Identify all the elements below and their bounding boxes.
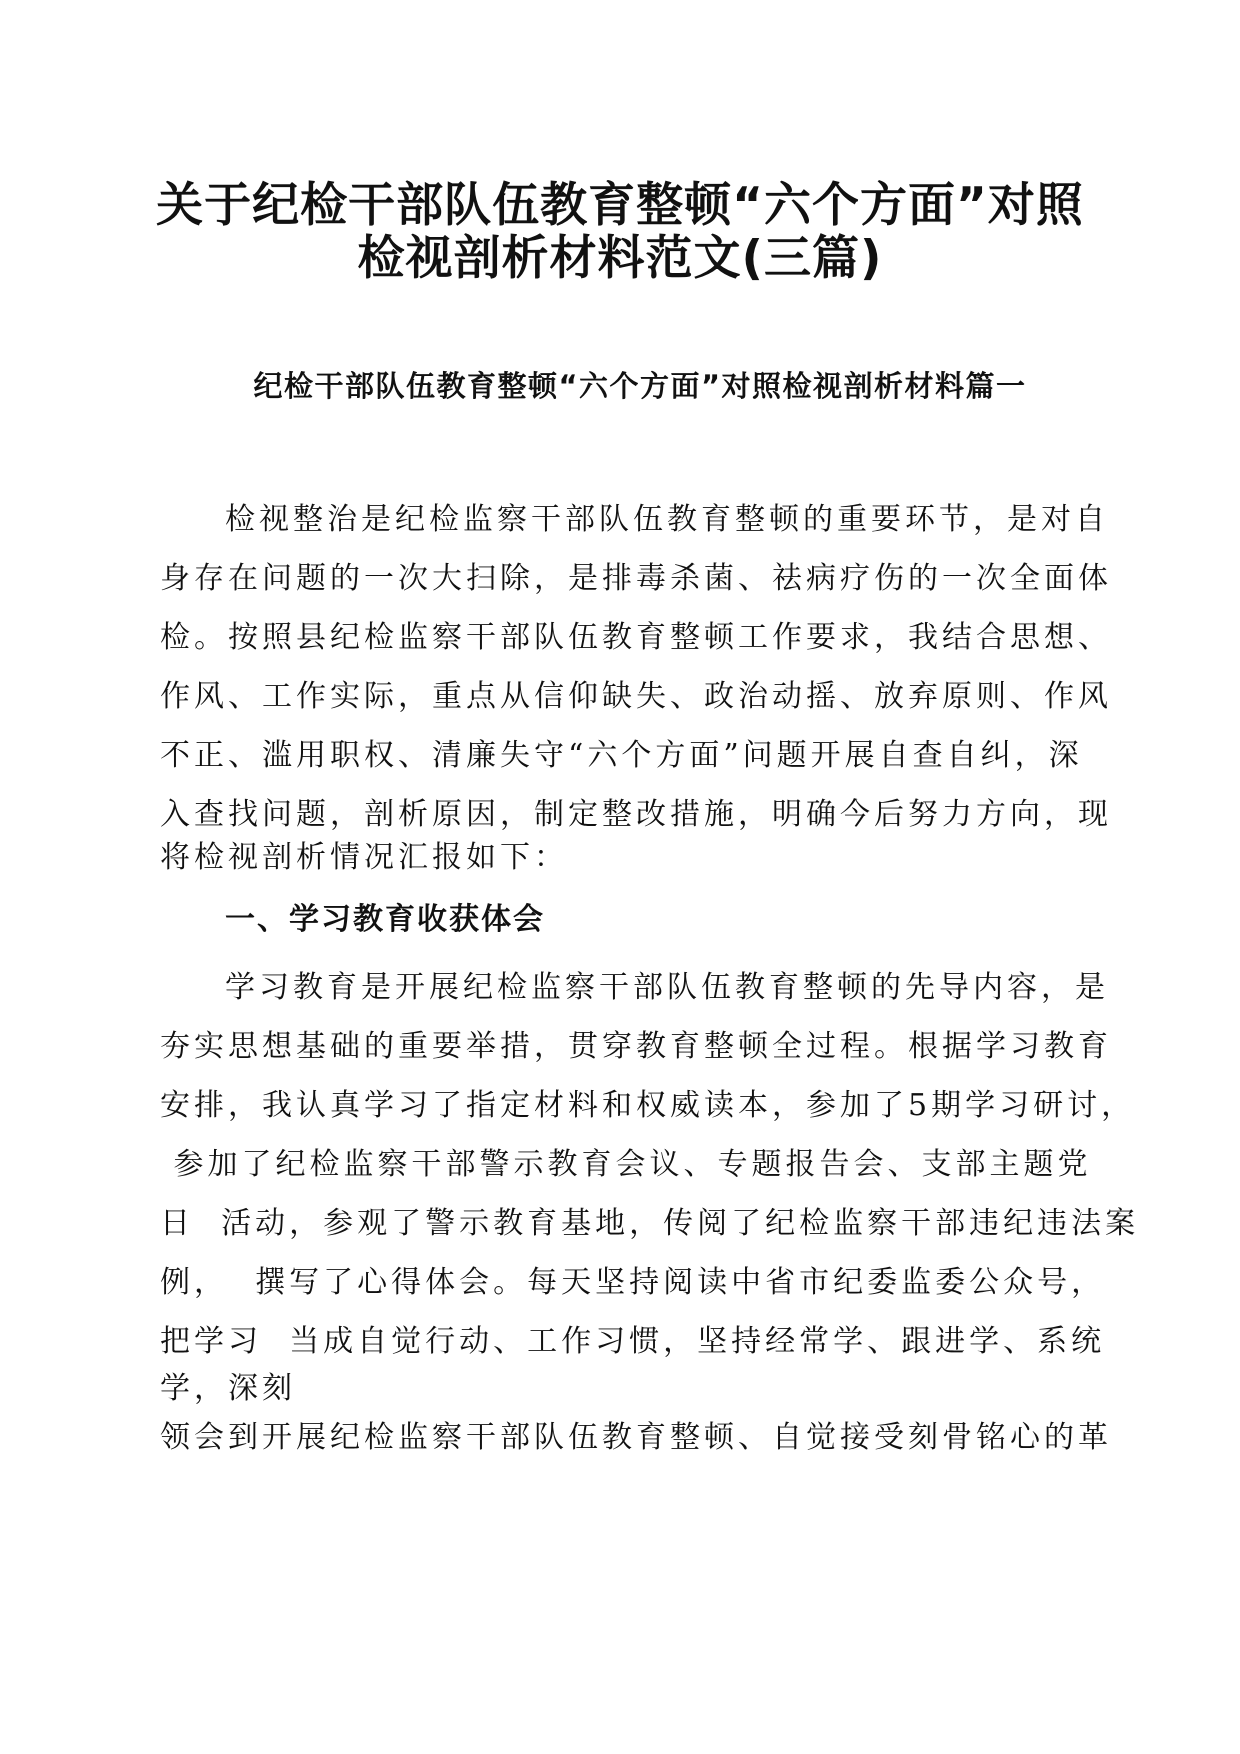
document-title-line-1: 关于纪检干部队伍教育整顿“六个方面”对照 [156, 178, 1084, 233]
paragraph-1-line: 身存在问题的一次大扫除，是排毒杀菌、祛病疗伤的一次全面体 [160, 561, 1112, 596]
paragraph-2-line: 把学习 当成自觉行动、工作习惯，坚持经常学、跟进学、系统 [160, 1324, 1106, 1359]
paragraph-1-line: 作风、工作实际，重点从信仰缺失、政治动摇、放弃原则、作风 [160, 679, 1112, 714]
section-heading: 一、学习教育收获体会 [225, 902, 545, 937]
paragraph-1-line: 入查找问题，剖析原因，制定整改措施，明确今后努力方向，现 [160, 797, 1112, 832]
paragraph-1-line: 检。按照县纪检监察干部队伍教育整顿工作要求，我结合思想、 [160, 620, 1112, 655]
paragraph-2-line: 安排，我认真学习了指定材料和权威读本，参加了5期学习研讨， [160, 1088, 1136, 1123]
paragraph-2-line: 日 活动，参观了警示教育基地，传阅了纪检监察干部违纪违法案 [160, 1206, 1140, 1241]
paragraph-2-line: 例， 撰写了心得体会。每天坚持阅读中省市纪委监委公众号， [160, 1265, 1106, 1300]
paragraph-2-line: 学，深刻 [160, 1371, 296, 1406]
document-title-line-2: 检视剖析材料范文(三篇) [357, 231, 883, 286]
paragraph-2-line: 领会到开展纪检监察干部队伍教育整顿、自觉接受刻骨铭心的革 [160, 1420, 1112, 1455]
paragraph-1-line: 将检视剖析情况汇报如下： [160, 840, 568, 875]
paragraph-1-line: 不正、滥用职权、清廉失守“六个方面”问题开展自查自纠，深 [160, 738, 1083, 773]
paragraph-1-line: 检视整治是纪检监察干部队伍教育整顿的重要环节，是对自 [225, 502, 1109, 537]
section-subtitle: 纪检干部队伍教育整顿“六个方面”对照检视剖析材料篇一 [253, 369, 1027, 403]
paragraph-2-line: 夯实思想基础的重要举措，贯穿教育整顿全过程。根据学习教育 [160, 1029, 1112, 1064]
paragraph-2-line: 学习教育是开展纪检监察干部队伍教育整顿的先导内容，是 [225, 970, 1109, 1005]
paragraph-2-line: 参加了纪检监察干部警示教育会议、专题报告会、支部主题党 [160, 1147, 1092, 1182]
